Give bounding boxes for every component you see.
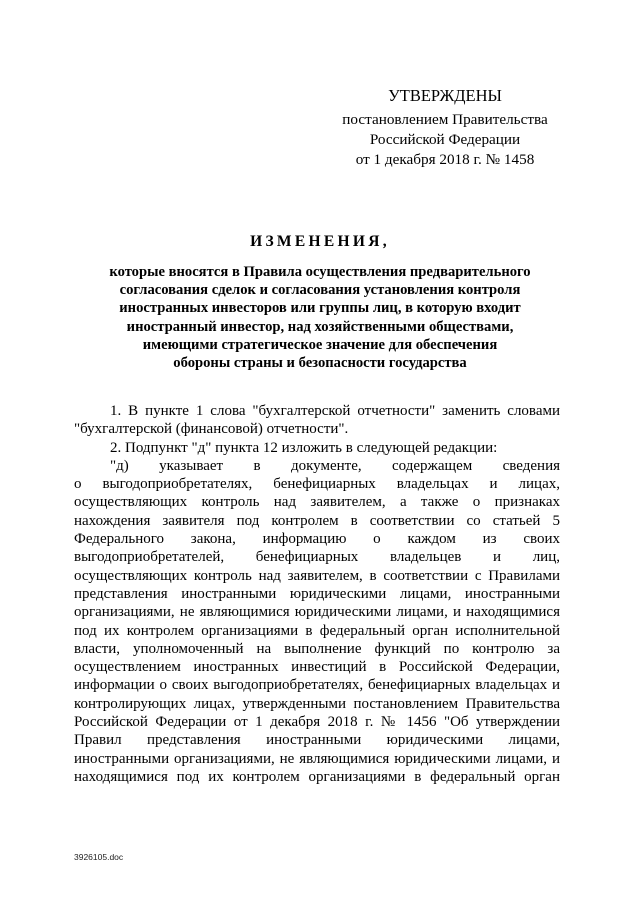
approval-line: от 1 декабря 2018 г. № 1458 — [355, 151, 535, 168]
body-line: "бухгалтерской (финансовой) отчетности". — [74, 421, 349, 438]
document-title: ИЗМЕНЕНИЯ, — [250, 233, 390, 250]
body-line: власти, уполномоченный на выполнение функций по контролю за — [74, 640, 560, 657]
body-line: о выгодоприобретателях, бенефициарных владельцах и лицах, — [74, 476, 560, 493]
approval-line: Российской Федерации — [369, 131, 521, 148]
subtitle-line: иностранных инвесторов или группы лиц, в которую входит — [119, 300, 521, 317]
body-line: находящимися под их контролем организациями в федеральный орган — [74, 768, 560, 785]
body-line: Правил представления иностранными юридическими лицами, — [74, 732, 560, 749]
subtitle-line: иностранный инвестор, над хозяйственными обществами, — [126, 318, 514, 335]
approval-block — [330, 86, 560, 170]
body-line: информации о своих выгодоприобретателях, бенефициарных владельцах и — [74, 677, 560, 694]
body-line: представления иностранными юридическими лицами, иностранными — [74, 585, 560, 602]
body-line: контролирующих лицах, утвержденными постановлением Правительства — [74, 695, 560, 712]
body-line: осуществлением иностранных инвестиций в Российской Федерации, — [74, 659, 560, 676]
document-body — [74, 402, 560, 786]
body-line: "д) указывает в документе, содержащем сведения — [110, 457, 560, 474]
body-line: выгодоприобретателей, бенефициарных владельцев и лиц, — [74, 549, 560, 566]
file-name-footer: 3926105.doc — [74, 852, 124, 862]
approval-line: постановлением Правительства — [342, 111, 548, 128]
subtitle-line: которые вносятся в Правила осуществления предварительного — [109, 264, 531, 280]
body-line: иностранными организациями, не являющимися юридическими лицами, и — [74, 750, 560, 767]
approval-heading: УТВЕРЖДЕНЫ — [388, 86, 502, 105]
body-line: 1. В пункте 1 слова "бухгалтерской отчетности" заменить словами — [110, 403, 560, 419]
body-line: осуществляющих контроль над заявителем, в соответствии с Правилами — [74, 567, 560, 584]
subtitle-line: согласования сделок и согласования установления контроля — [119, 282, 521, 299]
body-line: 2. Подпункт "д" пункта 12 изложить в следующей редакции: — [110, 439, 498, 456]
body-line: под их контролем организациями в федеральный орган исполнительной — [74, 622, 560, 639]
body-line: нахождения заявителя под контролем в соответствии со статьей 5 — [74, 512, 560, 529]
subtitle-line: имеющими стратегическое значение для обеспечения — [142, 336, 498, 353]
document-subtitle — [70, 263, 570, 372]
body-line: организациями, не являющимися юридическими лицами, и находящимися — [74, 604, 560, 621]
body-line: Российской Федерации от 1 декабря 2018 г. № 1456 "Об утверждении — [74, 714, 560, 731]
subtitle-line: обороны страны и безопасности государства — [173, 355, 467, 372]
body-line: Федерального закона, информацию о каждом из своих — [74, 531, 560, 548]
body-line: осуществляющих контроль над заявителем, а также о признаках — [74, 494, 560, 511]
